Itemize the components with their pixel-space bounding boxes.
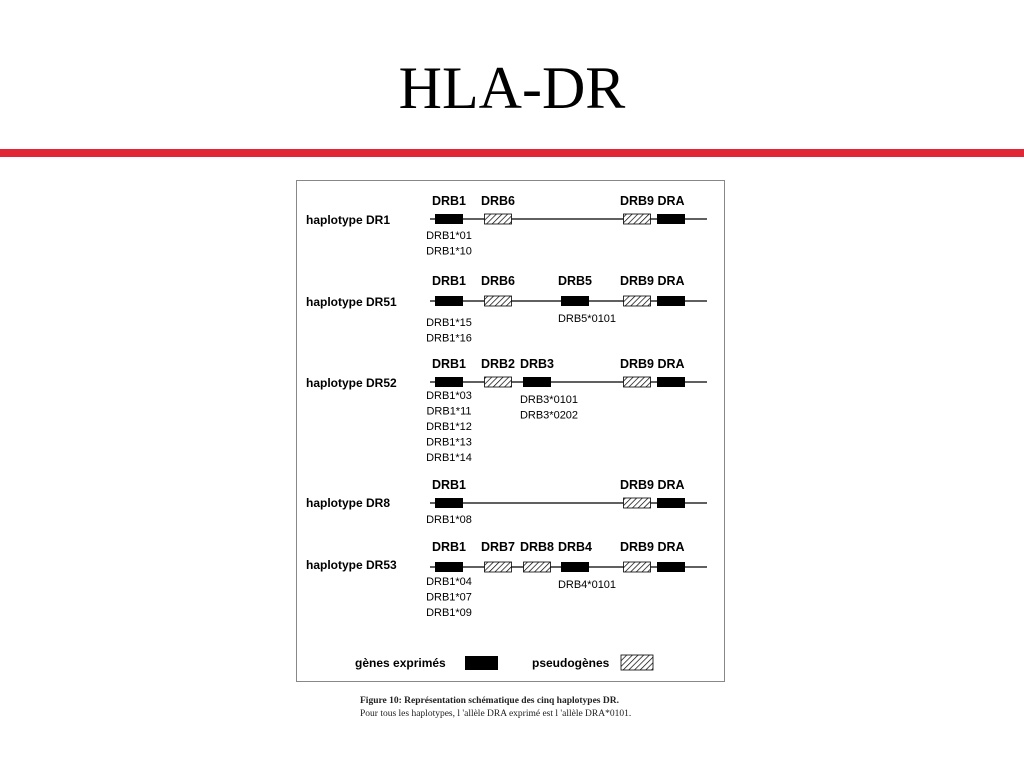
gene-label: DRB1 — [431, 478, 467, 492]
allele-label: DRB1*07 — [426, 591, 472, 604]
allele-label: DRB1*14 — [426, 452, 472, 464]
gene-label: DRB9 — [619, 540, 655, 554]
gene-label: DRB5 — [557, 274, 593, 288]
haplotype-row — [306, 274, 707, 345]
pseudogene-box — [485, 562, 512, 572]
pseudogene-box — [485, 214, 512, 224]
legend-expressed-swatch — [465, 656, 498, 670]
gene-label: DRB7 — [480, 540, 516, 554]
gene-label: DRB9 — [619, 357, 655, 371]
pseudogene-box — [624, 214, 651, 224]
haplotype-diagram — [297, 181, 724, 681]
expressed-gene-box — [435, 377, 463, 387]
pseudogene-box — [524, 562, 551, 572]
expressed-gene-box — [523, 377, 551, 387]
allele-label: DRB1*03 — [426, 390, 472, 402]
allele-label: DRB1*15 — [426, 317, 472, 329]
figure-caption — [360, 695, 780, 721]
gene-label: DRB1 — [431, 357, 467, 371]
pseudogene-box — [624, 377, 651, 387]
gene-label: DRB4 — [557, 540, 593, 554]
haplotype-figure — [296, 180, 725, 682]
haplotype-row — [306, 357, 707, 464]
allele-label: DRB1*13 — [426, 436, 472, 449]
legend-pseudogene-label: pseudogènes — [532, 656, 610, 670]
gene-label: DRB2 — [480, 357, 516, 371]
allele-label: DRB3*0202 — [519, 409, 579, 422]
allele-label: DRB1*09 — [426, 607, 472, 619]
title-divider — [0, 149, 1024, 157]
allele-label: DRB5*0101 — [557, 313, 617, 325]
pseudogene-box — [624, 498, 651, 508]
allele-label: DRB1*04 — [426, 576, 472, 588]
expressed-gene-box — [657, 562, 685, 572]
allele-label: DRB1*12 — [426, 421, 472, 433]
allele-label: DRB1*08 — [426, 514, 472, 526]
legend-expressed-label: gènes exprimés — [355, 656, 446, 670]
haplotype-label: haplotype DR52 — [306, 376, 397, 390]
expressed-gene-box — [435, 562, 463, 572]
allele-label: DRB1*11 — [426, 405, 472, 418]
haplotype-row — [306, 194, 707, 258]
expressed-gene-box — [435, 498, 463, 508]
caption-title: Figure 10: Représentation schématique des cinq haplotypes DR. — [360, 696, 619, 706]
pseudogene-box — [624, 562, 651, 572]
gene-label: DRB8 — [519, 540, 555, 554]
gene-label: DRB1 — [431, 274, 467, 288]
gene-label: DRA — [657, 357, 685, 371]
haplotype-row — [306, 478, 707, 526]
gene-label: DRB9 — [619, 478, 655, 492]
gene-label: DRB9 — [619, 274, 655, 288]
caption-text: Pour tous les haplotypes, l 'allèle DRA exprimé est l 'allèle DRA*0101. — [360, 709, 632, 719]
expressed-gene-box — [561, 562, 589, 572]
gene-label: DRB6 — [480, 274, 516, 288]
gene-label: DRB9 — [619, 194, 655, 208]
legend — [355, 655, 653, 670]
haplotype-row — [306, 540, 707, 619]
gene-label: DRB1 — [431, 194, 467, 208]
legend-pseudogene-swatch — [621, 655, 653, 670]
allele-label: DRB4*0101 — [557, 579, 617, 591]
gene-label: DRB3 — [519, 357, 555, 371]
expressed-gene-box — [657, 214, 685, 224]
allele-label: DRB1*16 — [426, 332, 472, 345]
allele-label: DRB3*0101 — [519, 394, 579, 406]
expressed-gene-box — [657, 296, 685, 306]
pseudogene-box — [624, 296, 651, 306]
gene-label: DRB1 — [431, 540, 467, 554]
expressed-gene-box — [657, 377, 685, 387]
pseudogene-box — [485, 296, 512, 306]
haplotype-label: haplotype DR51 — [306, 295, 397, 309]
pseudogene-box — [485, 377, 512, 387]
haplotype-label: haplotype DR8 — [306, 496, 391, 510]
expressed-gene-box — [435, 296, 463, 306]
allele-label: DRB1*10 — [426, 245, 472, 258]
gene-label: DRA — [657, 194, 685, 208]
expressed-gene-box — [435, 214, 463, 224]
slide-title: HLA-DR — [398, 55, 626, 121]
gene-label: DRA — [657, 540, 685, 554]
expressed-gene-box — [657, 498, 685, 508]
haplotype-label: haplotype DR1 — [306, 213, 391, 227]
expressed-gene-box — [561, 296, 589, 306]
haplotype-label: haplotype DR53 — [306, 558, 397, 572]
gene-label: DRB6 — [480, 194, 516, 208]
gene-label: DRA — [657, 274, 685, 288]
gene-label: DRA — [657, 478, 685, 492]
allele-label: DRB1*01 — [426, 230, 472, 242]
